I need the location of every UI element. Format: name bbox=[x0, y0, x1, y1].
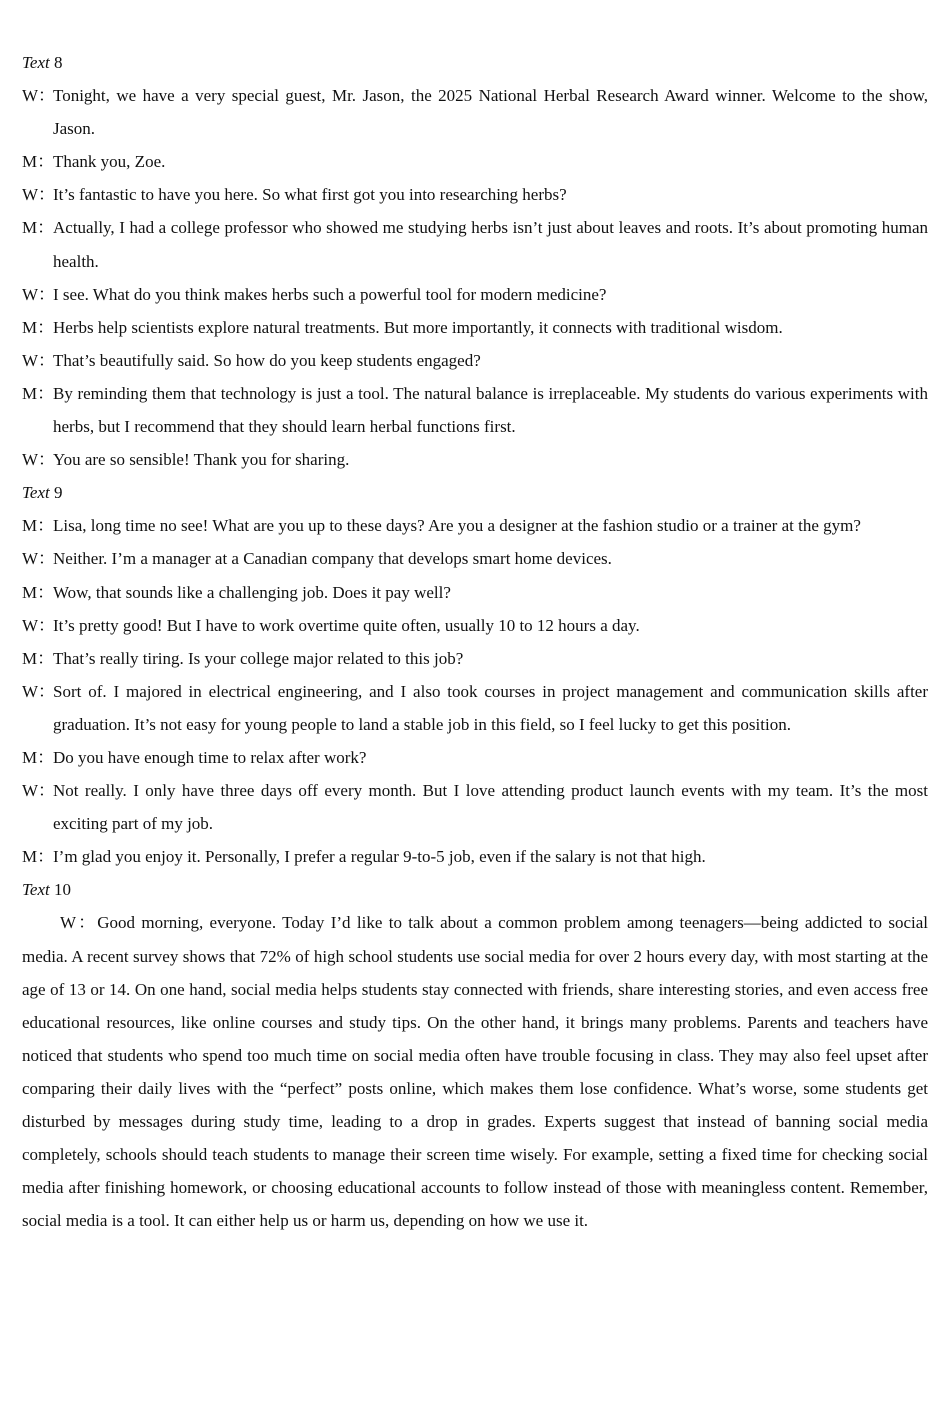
dialogue-line: M：Do you have enough time to relax after work? bbox=[22, 747, 367, 767]
dialogue-line: M：Actually, I had a college professor who showed me studying herbs isn’t just about leaves and roots. It’s about promoting human health. bbox=[22, 218, 928, 271]
dialogue-line: W：Tonight, we have a very special guest, Mr. Jason, the 2025 National Herbal Research Award winner. Welcome to the show, Jason. bbox=[22, 86, 928, 139]
dialogue-line: M：Thank you, Zoe. bbox=[22, 152, 166, 172]
dialogue-line: M：By reminding them that technology is just a tool. The natural balance is irreplaceable. My students do various experiments with herbs, but I recommend that they should learn herbal functions first. bbox=[22, 383, 928, 437]
dialogue-line: M：Herbs help scientists explore natural treatments. But more importantly, it connects with traditional wisdom. bbox=[22, 317, 783, 337]
section-title-text-8: Text 8 bbox=[22, 53, 63, 72]
dialogue-line: W：Neither. I’m a manager at a Canadian company that develops smart home devices. bbox=[22, 549, 612, 569]
dialogue-line: W：Not really. I only have three days off every month. But I love attending product launch events with my team. It’s the most exciting part of my job. bbox=[22, 781, 928, 834]
transcript-page bbox=[0, 46, 950, 1237]
section-title-text-9: Text 9 bbox=[22, 483, 63, 503]
section-title-text-10: Text 10 bbox=[22, 880, 71, 900]
monologue-paragraph: W：Good morning, everyone. Today I’d like to talk about a common problem among teenagers—being addicted to social media. A recent survey shows that 72% of high school students use social media for over 2 hours every day, with most starting at the age of 13 or 14. On one hand, social media helps students stay connected with friends, share interesting stories, and even access free educational resources, like online courses and study tips. On the other hand, it brings many problems. Parents and teachers have noticed that students who spend too much time on social media often have trouble focusing in class. They may also feel upset after comparing their daily lives with the “perfect” posts online, which makes them lose confidence. What’s worse, some students get disturbed by messages during study time, leading to a drop in grades. Experts suggest that instead of banning social media completely, schools should teach students to manage their screen time wisely. For example, setting a fixed time for checking social media after finishing homework, or choosing educational accounts to follow instead of those with meaningless content. Remember, social media is a tool. It can either help us or harm us, depending on how we use it. bbox=[22, 913, 928, 1231]
dialogue-line: W：You are so sensible! Thank you for sharing. bbox=[22, 450, 350, 470]
dialogue-line: W：It’s pretty good! But I have to work overtime quite often, usually 10 to 12 hours a day. bbox=[22, 615, 640, 635]
dialogue-line: W：It’s fantastic to have you here. So what first got you into researching herbs? bbox=[22, 185, 567, 205]
dialogue-line: M：I’m glad you enjoy it. Personally, I prefer a regular 9-to-5 job, even if the salary is not that high. bbox=[22, 847, 706, 867]
dialogue-line: M：Lisa, long time no see! What are you up to these days? Are you a designer at the fashion studio or a trainer at the gym? bbox=[22, 516, 861, 536]
dialogue-line: M：Wow, that sounds like a challenging job. Does it pay well? bbox=[22, 582, 451, 602]
dialogue-line: W：I see. What do you think makes herbs such a powerful tool for modern medicine? bbox=[22, 284, 607, 304]
dialogue-line: W：Sort of. I majored in electrical engineering, and I also took courses in project management and communication skills after graduation. It’s not easy for young people to land a stable job in this field, so I feel lucky to get this position. bbox=[22, 681, 928, 734]
dialogue-line: M：That’s really tiring. Is your college major related to this job? bbox=[22, 648, 464, 668]
dialogue-line: W：That’s beautifully said. So how do you keep students engaged? bbox=[22, 350, 481, 370]
